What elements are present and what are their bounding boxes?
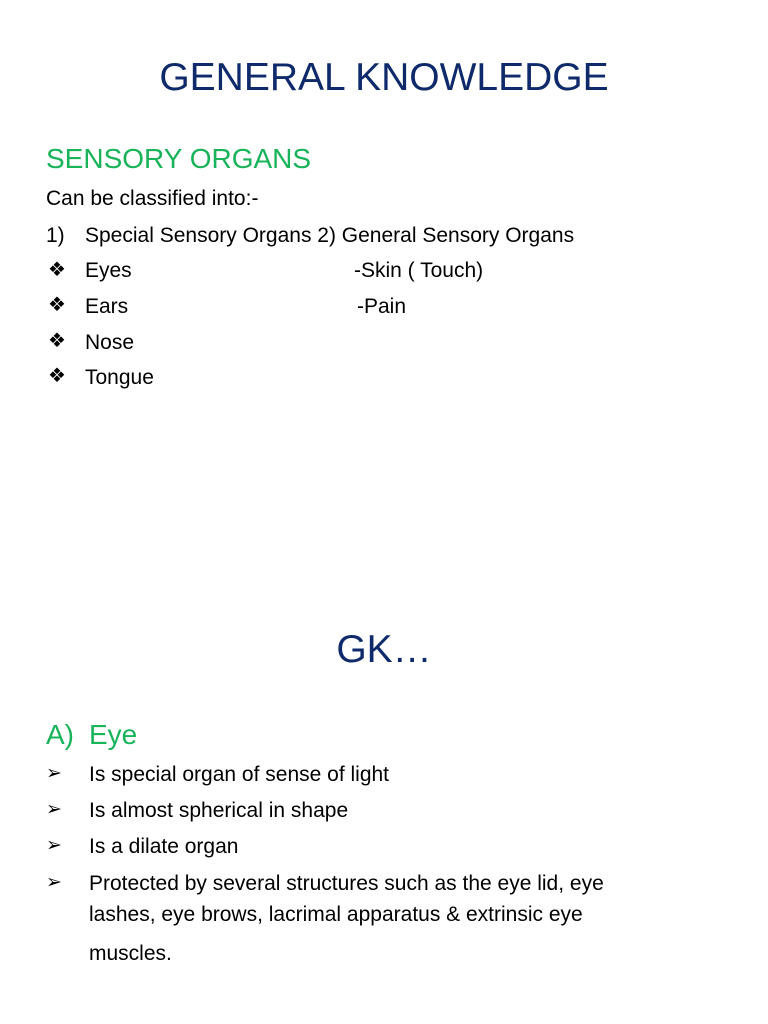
diamond-bullet-icon: ❖: [48, 294, 66, 316]
eye-point-continued: lashes, eye brows, lacrimal apparatus & extrinsic eye: [89, 903, 583, 926]
special-organ-item: Eyes: [85, 259, 132, 282]
eye-point: Is almost spherical in shape: [89, 799, 349, 822]
special-organ-item: Nose: [85, 331, 135, 354]
eye-point-continued: muscles.: [89, 942, 172, 965]
general-organ-item: -Skin ( Touch): [354, 259, 484, 282]
arrow-bullet-icon: ➢: [46, 763, 62, 784]
eye-point: Protected by several structures such as the eye lid, eye: [89, 872, 604, 895]
eye-heading-marker: A): [46, 719, 74, 750]
arrow-bullet-icon: ➢: [46, 835, 62, 856]
diamond-bullet-icon: ❖: [48, 330, 66, 352]
diamond-bullet-icon: ❖: [48, 259, 66, 281]
arrow-bullet-icon: ➢: [46, 799, 62, 820]
slide1-title: GENERAL KNOWLEDGE: [159, 56, 609, 99]
intro-text: Can be classified into:-: [46, 187, 259, 210]
arrow-bullet-icon: ➢: [46, 872, 62, 893]
sensory-organs-heading: SENSORY ORGANS: [46, 143, 312, 174]
special-organ-item: Ears: [85, 295, 129, 318]
special-organ-item: Tongue: [85, 366, 154, 389]
eye-heading: Eye: [89, 719, 138, 750]
eye-point: Is a dilate organ: [89, 835, 239, 858]
eye-point: Is special organ of sense of light: [89, 763, 390, 786]
diamond-bullet-icon: ❖: [48, 365, 66, 387]
slide2-title: GK…: [336, 628, 432, 671]
general-organ-item: -Pain: [357, 295, 407, 318]
list-number-marker: 1): [46, 224, 65, 247]
classification-line: Special Sensory Organs 2) General Sensory Organs: [85, 224, 575, 247]
